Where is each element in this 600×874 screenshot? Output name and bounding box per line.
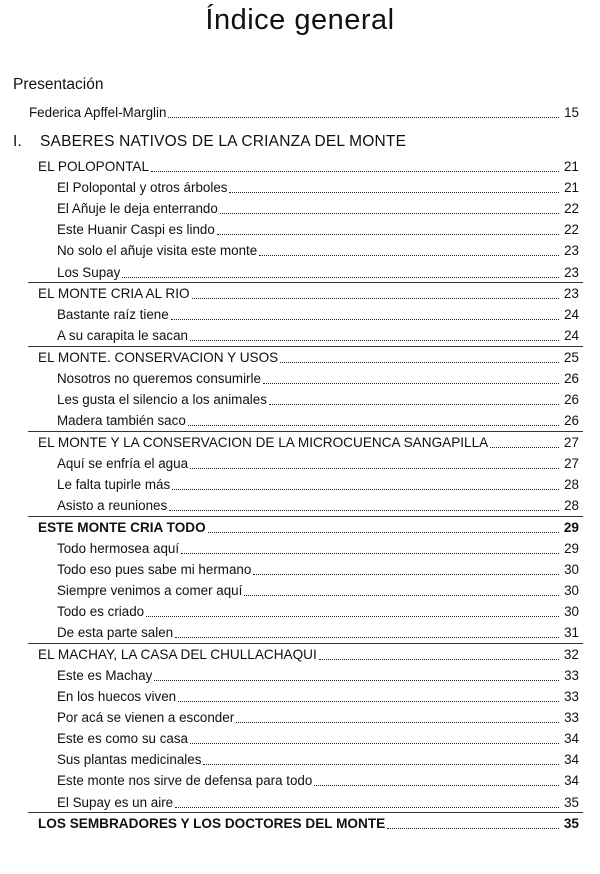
dot-leader [220, 213, 559, 214]
dot-leader [259, 255, 559, 256]
section-entry[interactable] [38, 814, 579, 834]
section-divider [28, 282, 583, 283]
section-divider [28, 812, 583, 813]
subsection-entry-title: Los Supay [57, 264, 121, 280]
section-entry[interactable] [38, 433, 579, 453]
dot-leader [203, 764, 559, 765]
subsection-entry-title: Le falta tupirle más [57, 477, 171, 492]
subsection-entry[interactable] [57, 475, 579, 495]
page-number: 33 [564, 667, 579, 683]
page-number: 28 [564, 498, 579, 514]
dot-leader [151, 171, 559, 172]
section-entry[interactable] [38, 348, 579, 368]
section-entry[interactable] [38, 645, 579, 665]
dot-leader [217, 234, 559, 235]
chapter-heading [13, 133, 406, 151]
section-entry[interactable] [38, 284, 579, 304]
subsection-entry-title: Todo eso pues sabe mi hermano [57, 561, 252, 577]
section-divider [28, 516, 583, 517]
subsection-entry[interactable] [57, 771, 579, 791]
subsection-entry[interactable] [57, 560, 579, 580]
chapter-number: I. [13, 133, 23, 150]
page-number: 23 [564, 264, 579, 280]
subsection-entry-title: Este monte nos sirve de defensa para todo [57, 773, 313, 789]
subsection-entry-title: Todo hermosea aquí [57, 540, 180, 556]
subsection-entry-title: Por acá se vienen a esconder [57, 710, 235, 726]
dot-leader [253, 574, 559, 575]
page-number: 34 [564, 752, 579, 768]
dot-leader [236, 722, 559, 723]
subsection-entry[interactable] [57, 263, 579, 283]
page-number: 22 [564, 222, 579, 238]
section-entry[interactable] [38, 157, 579, 177]
dot-leader [387, 828, 559, 829]
subsection-entry[interactable] [57, 199, 579, 219]
page-number: 35 [564, 794, 579, 810]
page-number: 34 [564, 773, 579, 789]
page-number: 31 [564, 625, 579, 641]
dot-leader [178, 701, 559, 702]
page-number: 23 [564, 243, 579, 259]
page-number: 30 [564, 604, 579, 620]
subsection-entry[interactable] [57, 305, 579, 325]
subsection-entry[interactable] [57, 539, 579, 559]
dot-leader [229, 192, 559, 193]
section-entry-title: LOS SEMBRADORES Y LOS DOCTORES DEL MONTE [38, 816, 386, 832]
subsection-entry[interactable] [57, 729, 579, 749]
dot-leader [319, 659, 559, 660]
dot-leader [208, 532, 559, 533]
dot-leader [263, 383, 559, 384]
subsection-entry[interactable] [57, 390, 579, 410]
page-number: 24 [564, 307, 579, 323]
dot-leader [122, 277, 559, 278]
subsection-entry-title: Siempre venimos a comer aquí [57, 583, 243, 598]
page-number: 26 [564, 371, 579, 386]
section-divider [28, 431, 583, 432]
subsection-entry-title: A su carapita le sacan [57, 328, 189, 344]
subsection-entry[interactable] [57, 326, 579, 346]
dot-leader [190, 340, 559, 341]
page-number: 23 [563, 286, 579, 302]
dot-leader [269, 404, 559, 405]
subsection-entry[interactable] [57, 687, 579, 707]
presentation-entry[interactable] [29, 103, 579, 123]
subsection-entry-title: Nosotros no queremos consumirle [57, 371, 261, 386]
presentation-author: Federica Apffel-Marglin [29, 105, 167, 120]
dot-leader [190, 468, 559, 469]
subsection-entry-title: No solo el añuje visita este monte [57, 243, 258, 259]
dot-leader [280, 362, 559, 363]
section-entry-title: EL MONTE Y LA CONSERVACION DE LA MICROCUENCA SANGAPILLA [38, 434, 489, 450]
page-number: 32 [563, 646, 579, 662]
page-number: 22 [564, 201, 579, 217]
dot-leader [188, 425, 559, 426]
subsection-entry[interactable] [57, 750, 579, 770]
dot-leader [314, 785, 559, 786]
subsection-entry[interactable] [57, 241, 579, 261]
subsection-entry-title: En los huecos viven [57, 689, 177, 704]
page-number: 30 [564, 561, 579, 577]
subsection-entry[interactable] [57, 178, 579, 198]
page-number: 28 [564, 477, 579, 492]
dot-leader [192, 298, 559, 299]
section-entry-title: ESTE MONTE CRIA TODO [38, 519, 206, 535]
presentation-heading: Presentación [13, 76, 104, 93]
subsection-entry[interactable] [57, 220, 579, 240]
page-number: 34 [564, 731, 579, 747]
subsection-entry[interactable] [57, 369, 579, 389]
subsection-entry[interactable] [57, 793, 579, 813]
dot-leader [146, 616, 559, 617]
section-divider [28, 643, 583, 644]
dot-leader [190, 743, 559, 744]
page-number: 15 [564, 105, 579, 120]
dot-leader [154, 680, 559, 681]
subsection-entry-title: Madera también saco [57, 413, 186, 429]
subsection-entry[interactable] [57, 496, 579, 516]
page-number: 35 [563, 816, 579, 832]
subsection-entry-title: Aquí se enfría el agua [57, 455, 189, 471]
section-divider [28, 346, 583, 347]
subsection-entry[interactable] [57, 454, 579, 474]
subsection-entry[interactable] [57, 581, 579, 601]
dot-leader [169, 510, 559, 511]
dot-leader [244, 595, 559, 596]
page-number: 33 [564, 689, 579, 704]
page-number: 25 [563, 349, 579, 365]
dot-leader [181, 553, 559, 554]
dot-leader [168, 117, 559, 118]
subsection-entry-title: El Supay es un aire [57, 794, 174, 810]
dot-leader [171, 319, 559, 320]
page-number: 21 [564, 180, 579, 196]
subsection-entry-title: Este es como su casa [57, 731, 188, 747]
page-number: 29 [564, 540, 579, 556]
section-entry-title: EL MONTE. CONSERVACION Y USOS [38, 349, 279, 365]
subsection-entry-title: Sus plantas medicinales [57, 752, 202, 768]
section-entry[interactable] [38, 518, 579, 538]
page-number: 30 [564, 583, 579, 598]
subsection-entry-title: Este Huanir Caspi es lindo [57, 222, 215, 238]
page-number: 26 [564, 392, 579, 408]
subsection-entry[interactable] [57, 623, 579, 643]
subsection-entry[interactable] [57, 708, 579, 728]
subsection-entry[interactable] [57, 666, 579, 686]
section-entry-title: EL MACHAY, LA CASA DEL CHULLACHAQUI [38, 646, 317, 662]
page-number: 27 [564, 455, 579, 471]
dot-leader [175, 637, 559, 638]
subsection-entry-title: Les gusta el silencio a los animales [57, 392, 267, 408]
dot-leader [490, 447, 559, 448]
page-title: Índice general [205, 4, 395, 36]
chapter-title: SABERES NATIVOS DE LA CRIANZA DEL MONTE [40, 133, 407, 150]
page-number: 26 [564, 413, 579, 429]
subsection-entry-title: Todo es criado [57, 604, 145, 620]
dot-leader [175, 807, 559, 808]
subsection-entry-title: El Polopontal y otros árboles [57, 180, 228, 196]
page-number: 29 [563, 519, 579, 535]
subsection-entry-title: Este es Machay [57, 667, 153, 683]
dot-leader [172, 489, 559, 490]
subsection-entry-title: Bastante raíz tiene [57, 307, 169, 323]
subsection-entry-title: De esta parte salen [57, 625, 174, 641]
subsection-entry[interactable] [57, 602, 579, 622]
subsection-entry-title: Asisto a reuniones [57, 498, 168, 514]
page-number: 21 [563, 159, 579, 174]
page-number: 24 [564, 328, 579, 344]
subsection-entry-title: El Añuje le deja enterrando [57, 201, 218, 217]
section-entry-title: EL POLOPONTAL [38, 159, 150, 174]
subsection-entry[interactable] [57, 411, 579, 431]
section-entry-title: EL MONTE CRIA AL RIO [38, 286, 190, 302]
page-number: 33 [564, 710, 579, 726]
page-number: 27 [563, 434, 579, 450]
